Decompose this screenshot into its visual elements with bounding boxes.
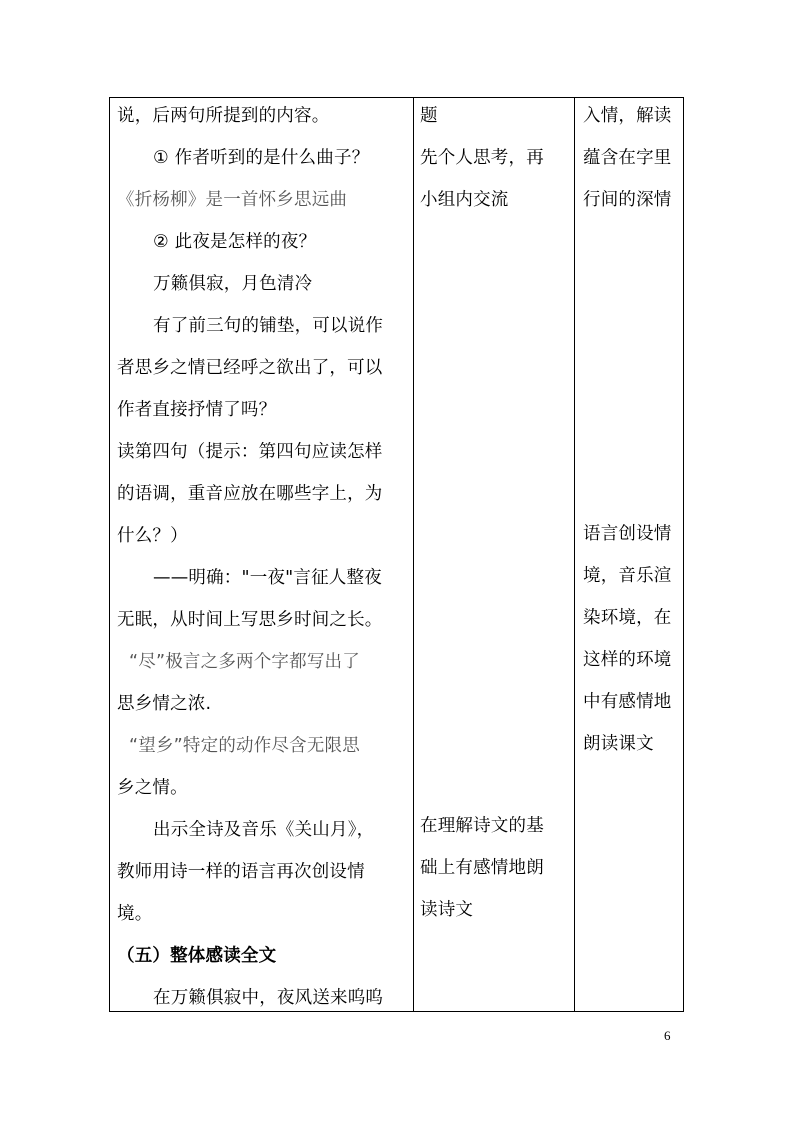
text-line: 中有感情地: [583, 692, 672, 712]
text-line: ——明确："一夜"言征人整夜: [153, 568, 382, 588]
text-line: 读第四句（提示：第四句应读怎样: [117, 442, 383, 462]
column-divider: [574, 98, 575, 1011]
text-line: 者思乡之情已经呼之欲出了，可以: [117, 358, 383, 378]
text-line: 在万籁俱寂中，夜风送来呜呜: [153, 988, 384, 1008]
text-line: 教师用诗一样的语言再次创设情: [117, 862, 365, 882]
text-line: 础上有感情地朗: [420, 858, 544, 878]
text-line: 入情，解读: [583, 106, 672, 126]
text-line: 无眠，从时间上写思乡时间之长。: [117, 610, 383, 630]
text-line: 万籁俱寂，月色清冷: [153, 274, 313, 294]
text-line: 境，音乐渲: [583, 566, 672, 586]
text-line: 题: [420, 106, 438, 126]
text-line: 乡之情。: [117, 778, 188, 798]
text-line: 行间的深情: [583, 190, 672, 210]
text-line: 这样的环境: [583, 650, 672, 670]
section-heading: （五）整体感读全文: [117, 946, 277, 966]
text-line: “尽”极言之多两个字都写出了: [129, 652, 360, 672]
text-line: 朗读课文: [583, 734, 654, 754]
text-line: ① 作者听到的是什么曲子？: [153, 148, 370, 168]
text-line: 的语调，重音应放在哪些字上，为: [117, 484, 383, 504]
text-line: 作者直接抒情了吗？: [117, 400, 277, 420]
text-line: 境。: [117, 904, 153, 924]
text-line: 思乡情之浓.: [117, 694, 212, 714]
text-line: 《折杨柳》是一首怀乡思远曲: [117, 190, 348, 210]
text-line: 有了前三句的铺垫，可以说作: [153, 316, 384, 336]
text-line: 染环境，在: [583, 608, 672, 628]
text-line: 读诗文: [420, 900, 474, 920]
text-line: 说，后两句所提到的内容。: [117, 106, 330, 126]
text-line: “望乡”特定的动作尽含无限思: [129, 736, 360, 756]
text-line: 蕴含在字里: [583, 148, 672, 168]
page-number: 6: [664, 1028, 671, 1043]
text-line: 语言创设情: [583, 524, 672, 544]
lesson-plan-table: [109, 97, 684, 1012]
column-divider: [413, 98, 414, 1011]
text-line: ② 此夜是怎样的夜？: [153, 232, 317, 252]
text-line: 什么？）: [117, 526, 188, 546]
text-line: 先个人思考，再: [420, 148, 544, 168]
text-line: 出示全诗及音乐《关山月》，: [153, 820, 375, 840]
text-line: 小组内交流: [420, 190, 509, 210]
text-line: 在理解诗文的基: [420, 816, 544, 836]
